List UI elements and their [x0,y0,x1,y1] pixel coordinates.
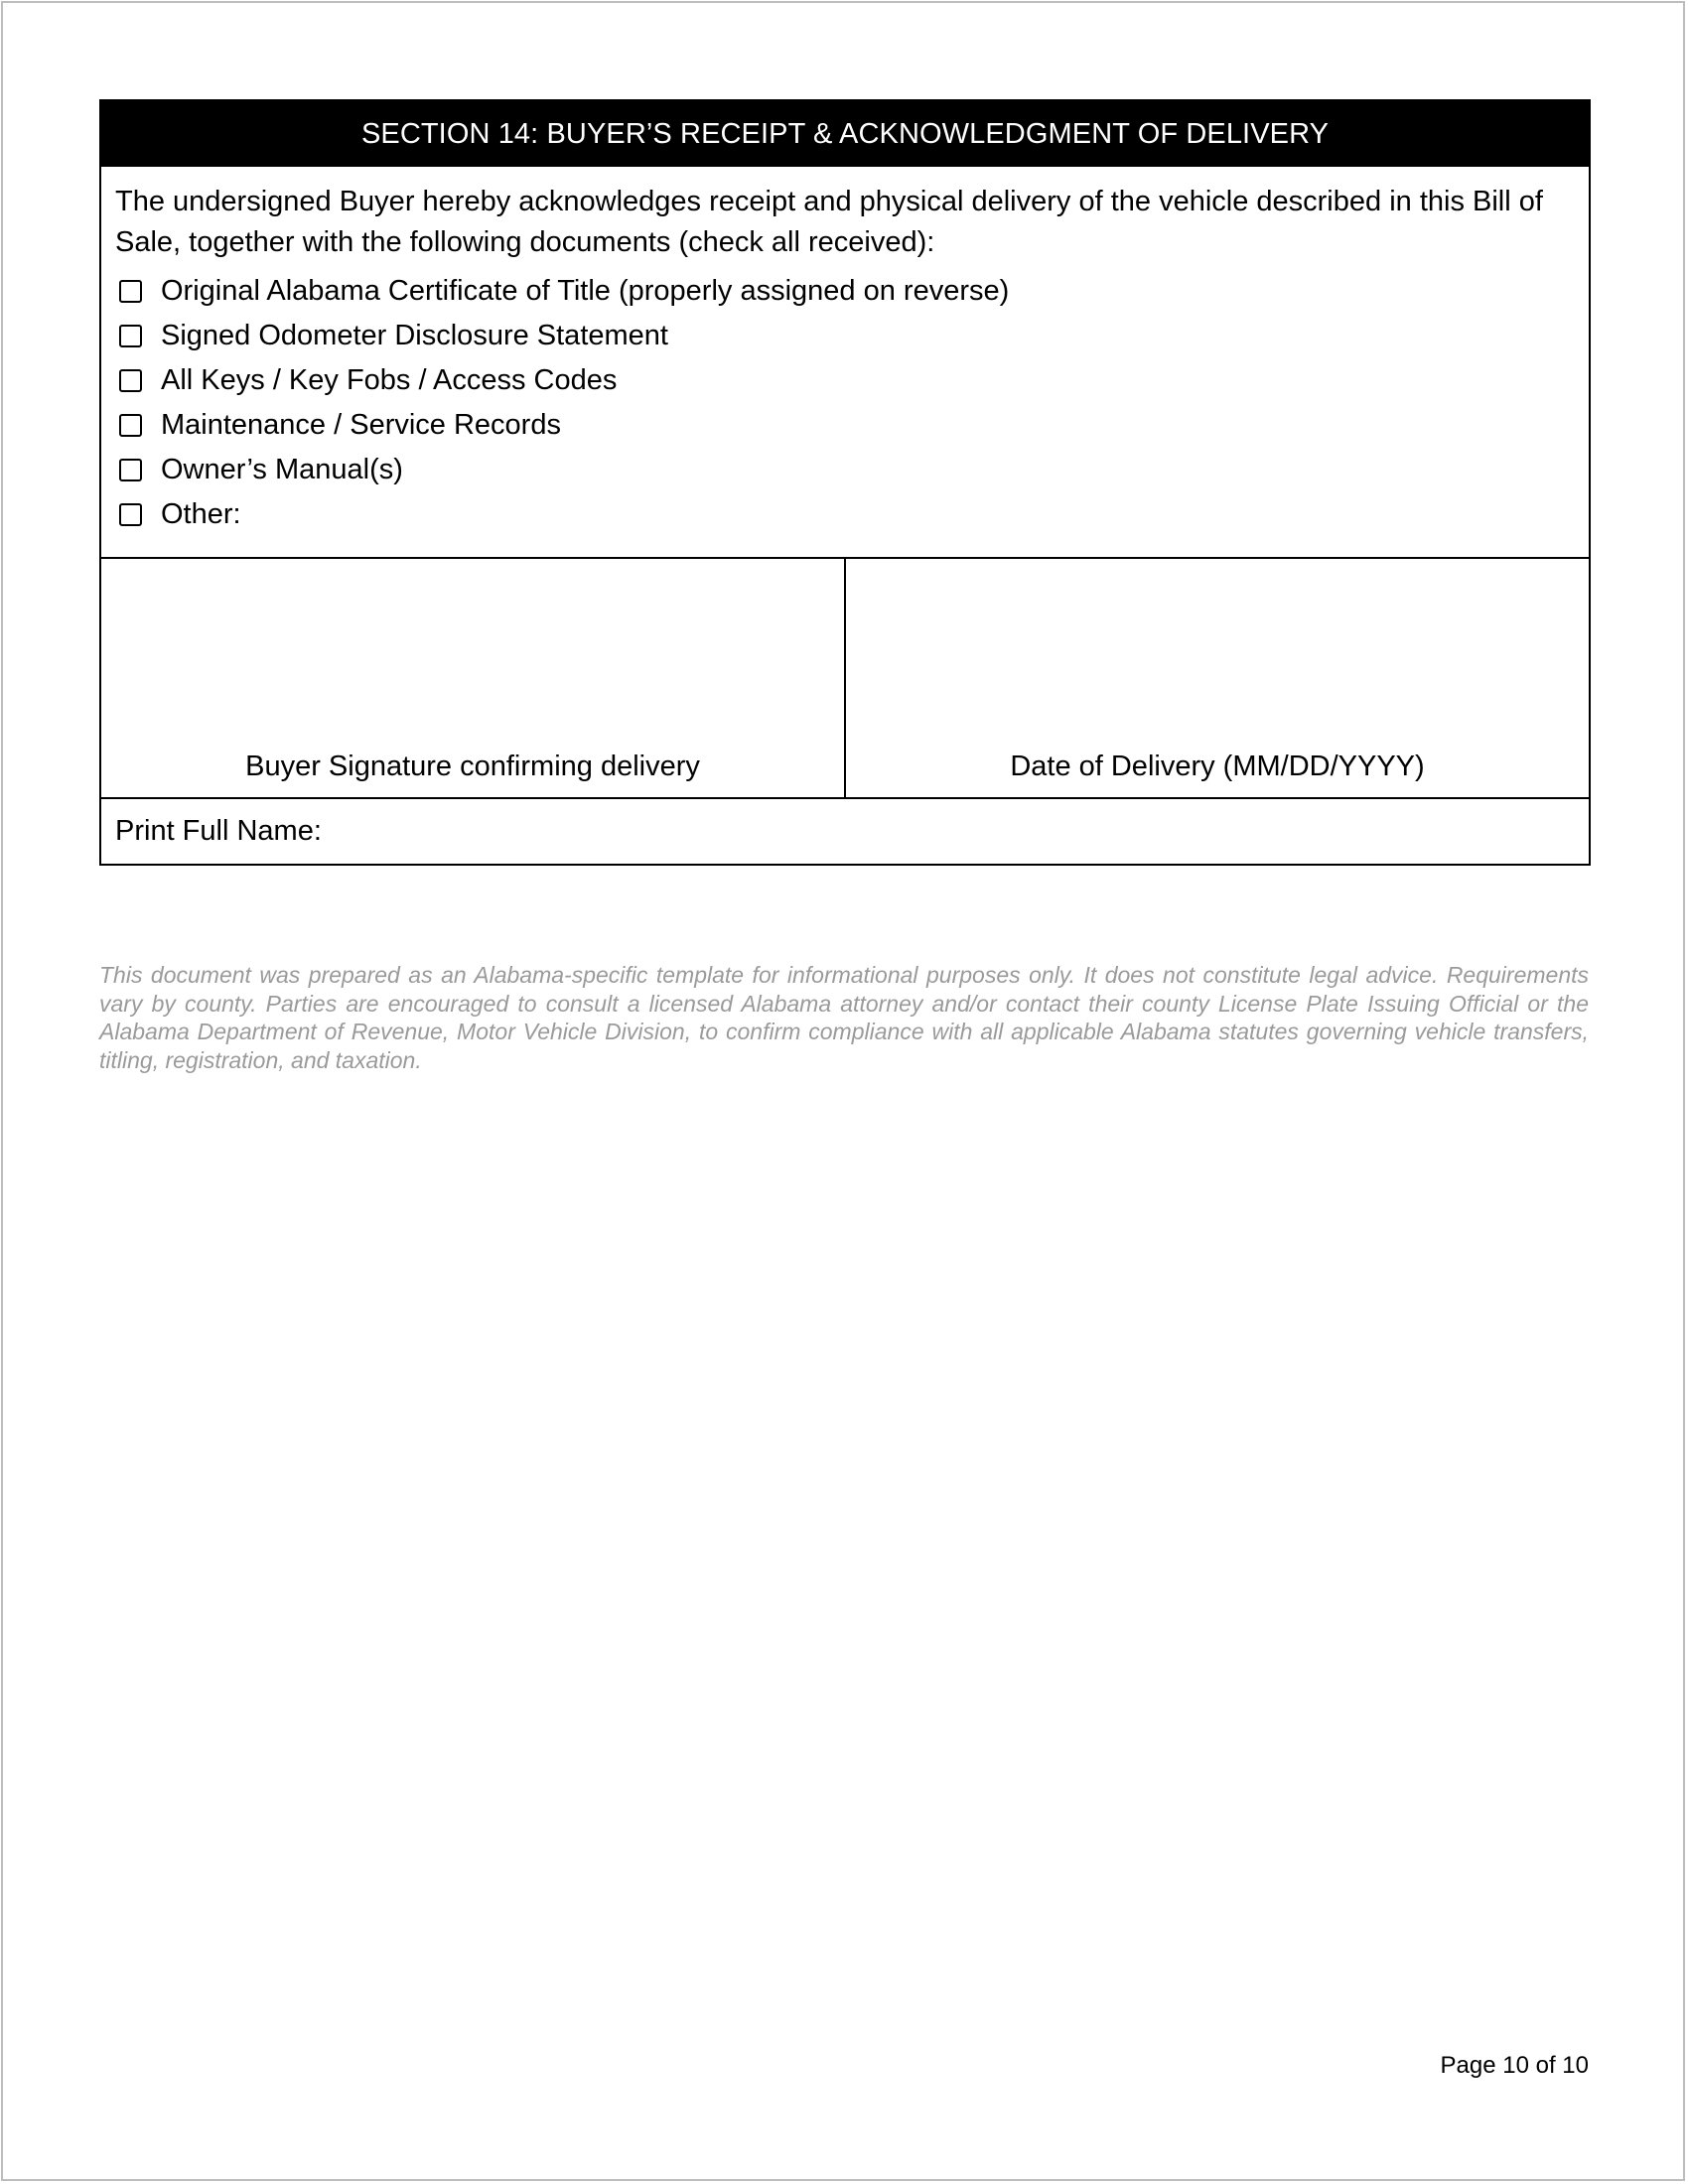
checklist-item-label: Owner’s Manual(s) [161,454,403,485]
section-body [101,167,1589,559]
checklist-item-label: All Keys / Key Fobs / Access Codes [161,364,618,396]
checklist-item-keys[interactable] [115,358,1575,403]
buyer-signature-field[interactable] [101,559,846,797]
delivery-date-field[interactable] [846,559,1589,797]
delivery-date-label: Date of Delivery (MM/DD/YYYY) [1010,751,1425,782]
checklist-item-label: Other: [161,498,241,530]
page-number: Page 10 of 10 [1440,2052,1589,2079]
checklist-item-other[interactable] [115,492,1575,537]
intro-paragraph: The undersigned Buyer hereby acknowledges receipt and physical delivery of the vehicle described in this Bill of Sale, together with the following documents (check all received): [115,186,1543,258]
checklist-item-label: Signed Odometer Disclosure Statement [161,320,668,351]
checklist-item-label: Maintenance / Service Records [161,409,561,441]
checkbox[interactable] [119,325,142,347]
checklist-item-label: Original Alabama Certificate of Title (properly assigned on reverse) [161,275,1010,307]
section-title: SECTION 14: BUYER’S RECEIPT & ACKNOWLEDGMENT OF DELIVERY [101,101,1589,167]
checkbox[interactable] [119,459,142,481]
documents-checklist [115,269,1575,537]
checklist-item-odometer[interactable] [115,314,1575,358]
buyer-signature-label: Buyer Signature confirming delivery [245,751,700,782]
print-name-field[interactable] [101,799,1589,864]
print-name-label: Print Full Name: [115,815,322,847]
checklist-item-title[interactable] [115,269,1575,314]
checklist-item-maintenance[interactable] [115,403,1575,448]
checkbox[interactable] [119,280,142,303]
delivery-acknowledgment-section [99,99,1591,866]
checkbox[interactable] [119,369,142,392]
checkbox[interactable] [119,503,142,526]
checkbox[interactable] [119,414,142,437]
signature-row [101,559,1589,799]
disclaimer-text: This document was prepared as an Alabama-specific template for informational purposes only. It does not constitute legal advice. Requirements vary by county. Parties are encouraged to consult a licensed Alabama attorney and/or contact their county License Plate Issuing Official or the Alabama Department of Revenue, Motor Vehicle Division, to confirm compliance with all applicable Alabama statutes governing vehicle transfers, titling, registration, and taxation. [99,962,1589,1073]
checklist-item-manuals[interactable] [115,448,1575,492]
